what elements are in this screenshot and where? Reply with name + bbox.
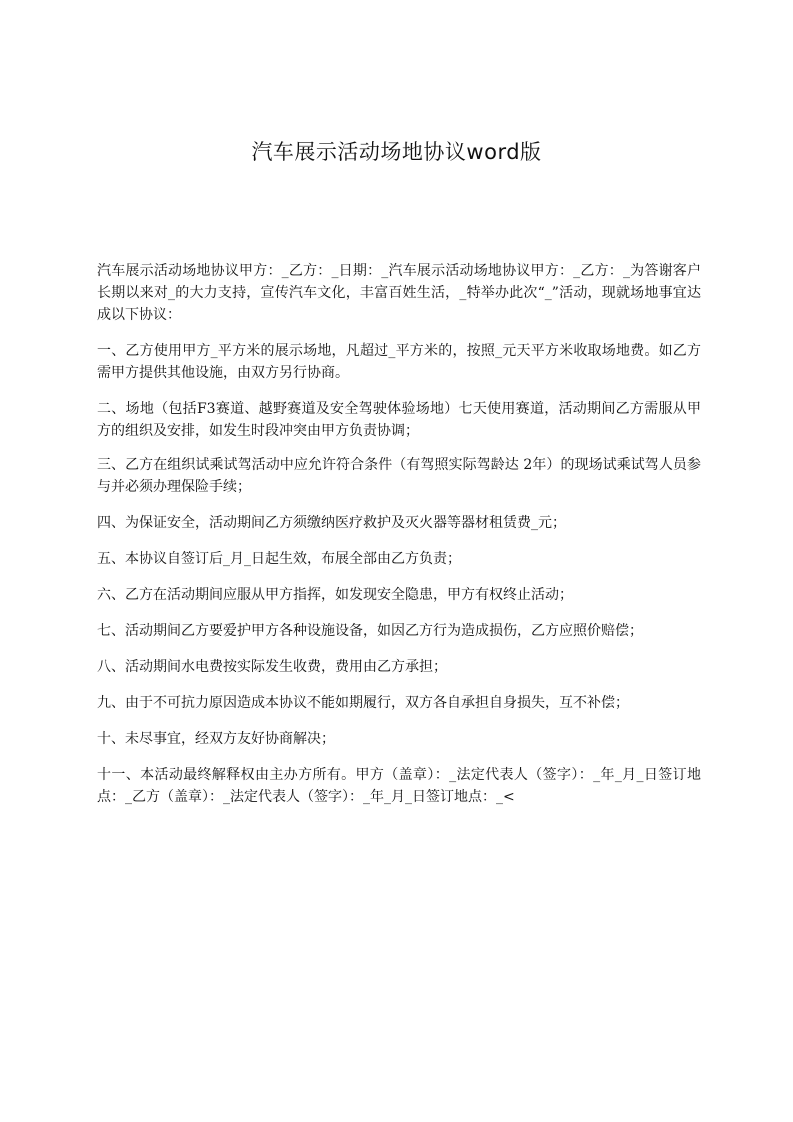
paragraph-clause-9: 九、由于不可抗力原因造成本协议不能如期履行，双方各自承担自身损失，互不补偿； [97, 695, 629, 711]
paragraph-clause-3: 三、乙方在组织试乘试驾活动中应允许符合条件（有驾照实际驾龄达 2年）的现场试乘试驾人员参与并必须办理保险手续； [97, 457, 701, 495]
paragraph-clause-2: 二、场地（包括F3赛道、越野赛道及安全驾驶体验场地）七天使用赛道，活动期间乙方需服从甲方的组织及安排，如发生时段冲突由甲方负责协调； [97, 401, 701, 439]
paragraph-clause-6: 六、乙方在活动期间应服从甲方指挥，如发现安全隐患，甲方有权终止活动； [97, 587, 573, 603]
document-body [97, 260, 701, 822]
document-title: 汽车展示活动场地协议word版 [251, 140, 542, 164]
paragraph-intro: 汽车展示活动场地协议甲方：_乙方：_日期：_汽车展示活动场地协议甲方：_乙方：_为答谢客户长期以来对_的大力支持，宣传汽车文化，丰富百姓生活，_特举办此次“_”活动，现就场地事宜达成以下协议： [97, 263, 701, 323]
paragraph-clause-8: 八、活动期间水电费按实际发生收费，费用由乙方承担； [97, 659, 447, 675]
paragraph-clause-7: 七、活动期间乙方要爱护甲方各种设施设备，如因乙方行为造成损伤，乙方应照价赔偿； [97, 623, 643, 639]
paragraph-clause-1: 一、乙方使用甲方_平方米的展示场地，凡超过_平方米的，按照_元天平方米收取场地费。如乙方需甲方提供其他设施，由双方另行协商。 [97, 343, 701, 381]
paragraph-clause-5: 五、本协议自签订后_月_日起生效，布展全部由乙方负责； [97, 551, 461, 567]
paragraph-clause-10: 十、未尽事宜，经双方友好协商解决； [97, 731, 335, 747]
paragraph-clause-11: 十一、本活动最终解释权由主办方所有。甲方（盖章）：_法定代表人（签字）：_年_月_日签订地点：_乙方（盖章）：_法定代表人（签字）：_年_月_日签订地点：_< [97, 767, 701, 805]
paragraph-clause-4: 四、为保证安全，活动期间乙方须缴纳医疗救护及灭火器等器材租赁费_元； [97, 515, 566, 531]
